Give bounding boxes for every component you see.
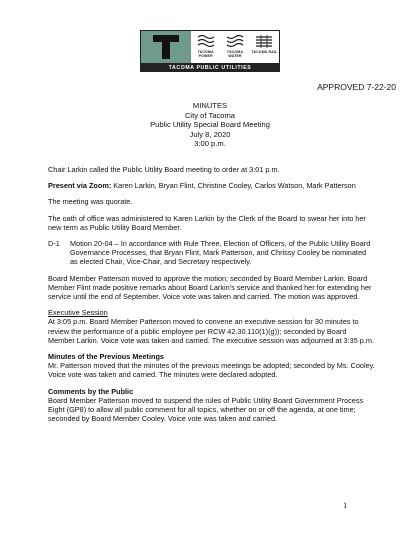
- motion-id: D-1: [48, 239, 60, 249]
- attendance: [48, 181, 375, 190]
- present-names: Karen Larkin, Bryan Flint, Christine Cooley, Carlos Watson, Mark Patterson: [111, 181, 356, 191]
- motion-text: Motion 20-04 – In accordance with Rule Three, Election of Officers, of the Public Utility Board Governance Processes, that Bryan Flint, Mark Patterson, and Chrissy Cooley be nominated as elected Chair, Vice-Chair, and Secretary respectively.: [70, 239, 371, 267]
- logo-banner: TACOMA PUBLIC UTILITIES: [140, 64, 280, 72]
- public-comments-title: Comments by the Public: [48, 386, 134, 396]
- previous-minutes-title: Minutes of the Previous Meetings: [48, 352, 164, 362]
- minutes-body: [48, 165, 375, 430]
- executive-session: [48, 308, 375, 345]
- t-letter-icon: [151, 33, 181, 61]
- tacoma-water-unit: [221, 34, 249, 58]
- present-label: Present via Zoom:: [48, 181, 112, 191]
- logo-frame: [140, 30, 280, 64]
- tacoma-rail-unit: [250, 34, 278, 54]
- motion-approval: Board Member Patterson moved to approve the motion; seconded by Board Member Larkin. Board Member Flint made positive remarks about Board Larkin's service and thanked her for extending her service until the end of September. Voice vote was taken and carried. The motion was approved.: [48, 273, 372, 302]
- executive-session-text: At 3:05 p.m. Board Member Patterson moved to convene an executive session for 30 minutes to review the performance of a public employee per RCW 42.30.110(1)(g)); seconded by Board Member Larkin. Voice vote was taken and carried. The executive session was adjourned at 3:35 p.m.: [48, 317, 374, 345]
- unit-label: TACOMA WATER: [226, 50, 244, 58]
- header-date: July 8, 2020: [189, 129, 231, 139]
- header-title: MINUTES: [192, 101, 228, 110]
- previous-minutes: [48, 352, 375, 380]
- quorum-statement: The meeting was quorate.: [48, 197, 133, 207]
- approved-stamp: APPROVED 7-22-20: [317, 82, 396, 92]
- unit-label: TACOMA POWER: [197, 50, 214, 58]
- tacoma-power-unit: [192, 34, 220, 58]
- header-city: City of Tacoma: [184, 110, 236, 120]
- minutes-header: [0, 101, 420, 149]
- public-comments: [48, 387, 375, 424]
- oath-statement: The oath of office was administered to Karen Larkin by the Clerk of the Board to swear her into her new term as Public Utility Board Member.: [48, 213, 366, 232]
- header-meeting: Public Utility Special Board Meeting: [150, 120, 270, 130]
- header-time: 3:00 p.m.: [194, 139, 226, 149]
- previous-minutes-text: Mr. Patterson moved that the minutes of the previous meetings be adopted; seconded by Ms. Cooley. Voice vote was taken and carried. The minutes were declared adopted.: [48, 361, 375, 380]
- logo-t-block: [141, 31, 191, 63]
- page-number: 1: [343, 500, 348, 510]
- executive-session-title: Executive Session: [48, 308, 108, 318]
- power-icon: [197, 34, 215, 49]
- unit-label: TACOMA RAIL: [251, 50, 278, 54]
- tacoma-public-utilities-logo: [140, 30, 280, 72]
- motion-item: [48, 239, 375, 267]
- rail-icon: [255, 34, 273, 49]
- call-to-order: Chair Larkin called the Public Utility Board meeting to order at 3:01 p.m.: [48, 165, 280, 174]
- public-comments-text: Board Member Patterson moved to suspend the rules of Public Utility Board Government Process Eight (GP8) to allow all public comment for all topics, whether on or off the agenda, at one time; seconded by Board Member Cooley. Voice vote was taken and carried.: [48, 395, 364, 424]
- water-icon: [226, 34, 244, 49]
